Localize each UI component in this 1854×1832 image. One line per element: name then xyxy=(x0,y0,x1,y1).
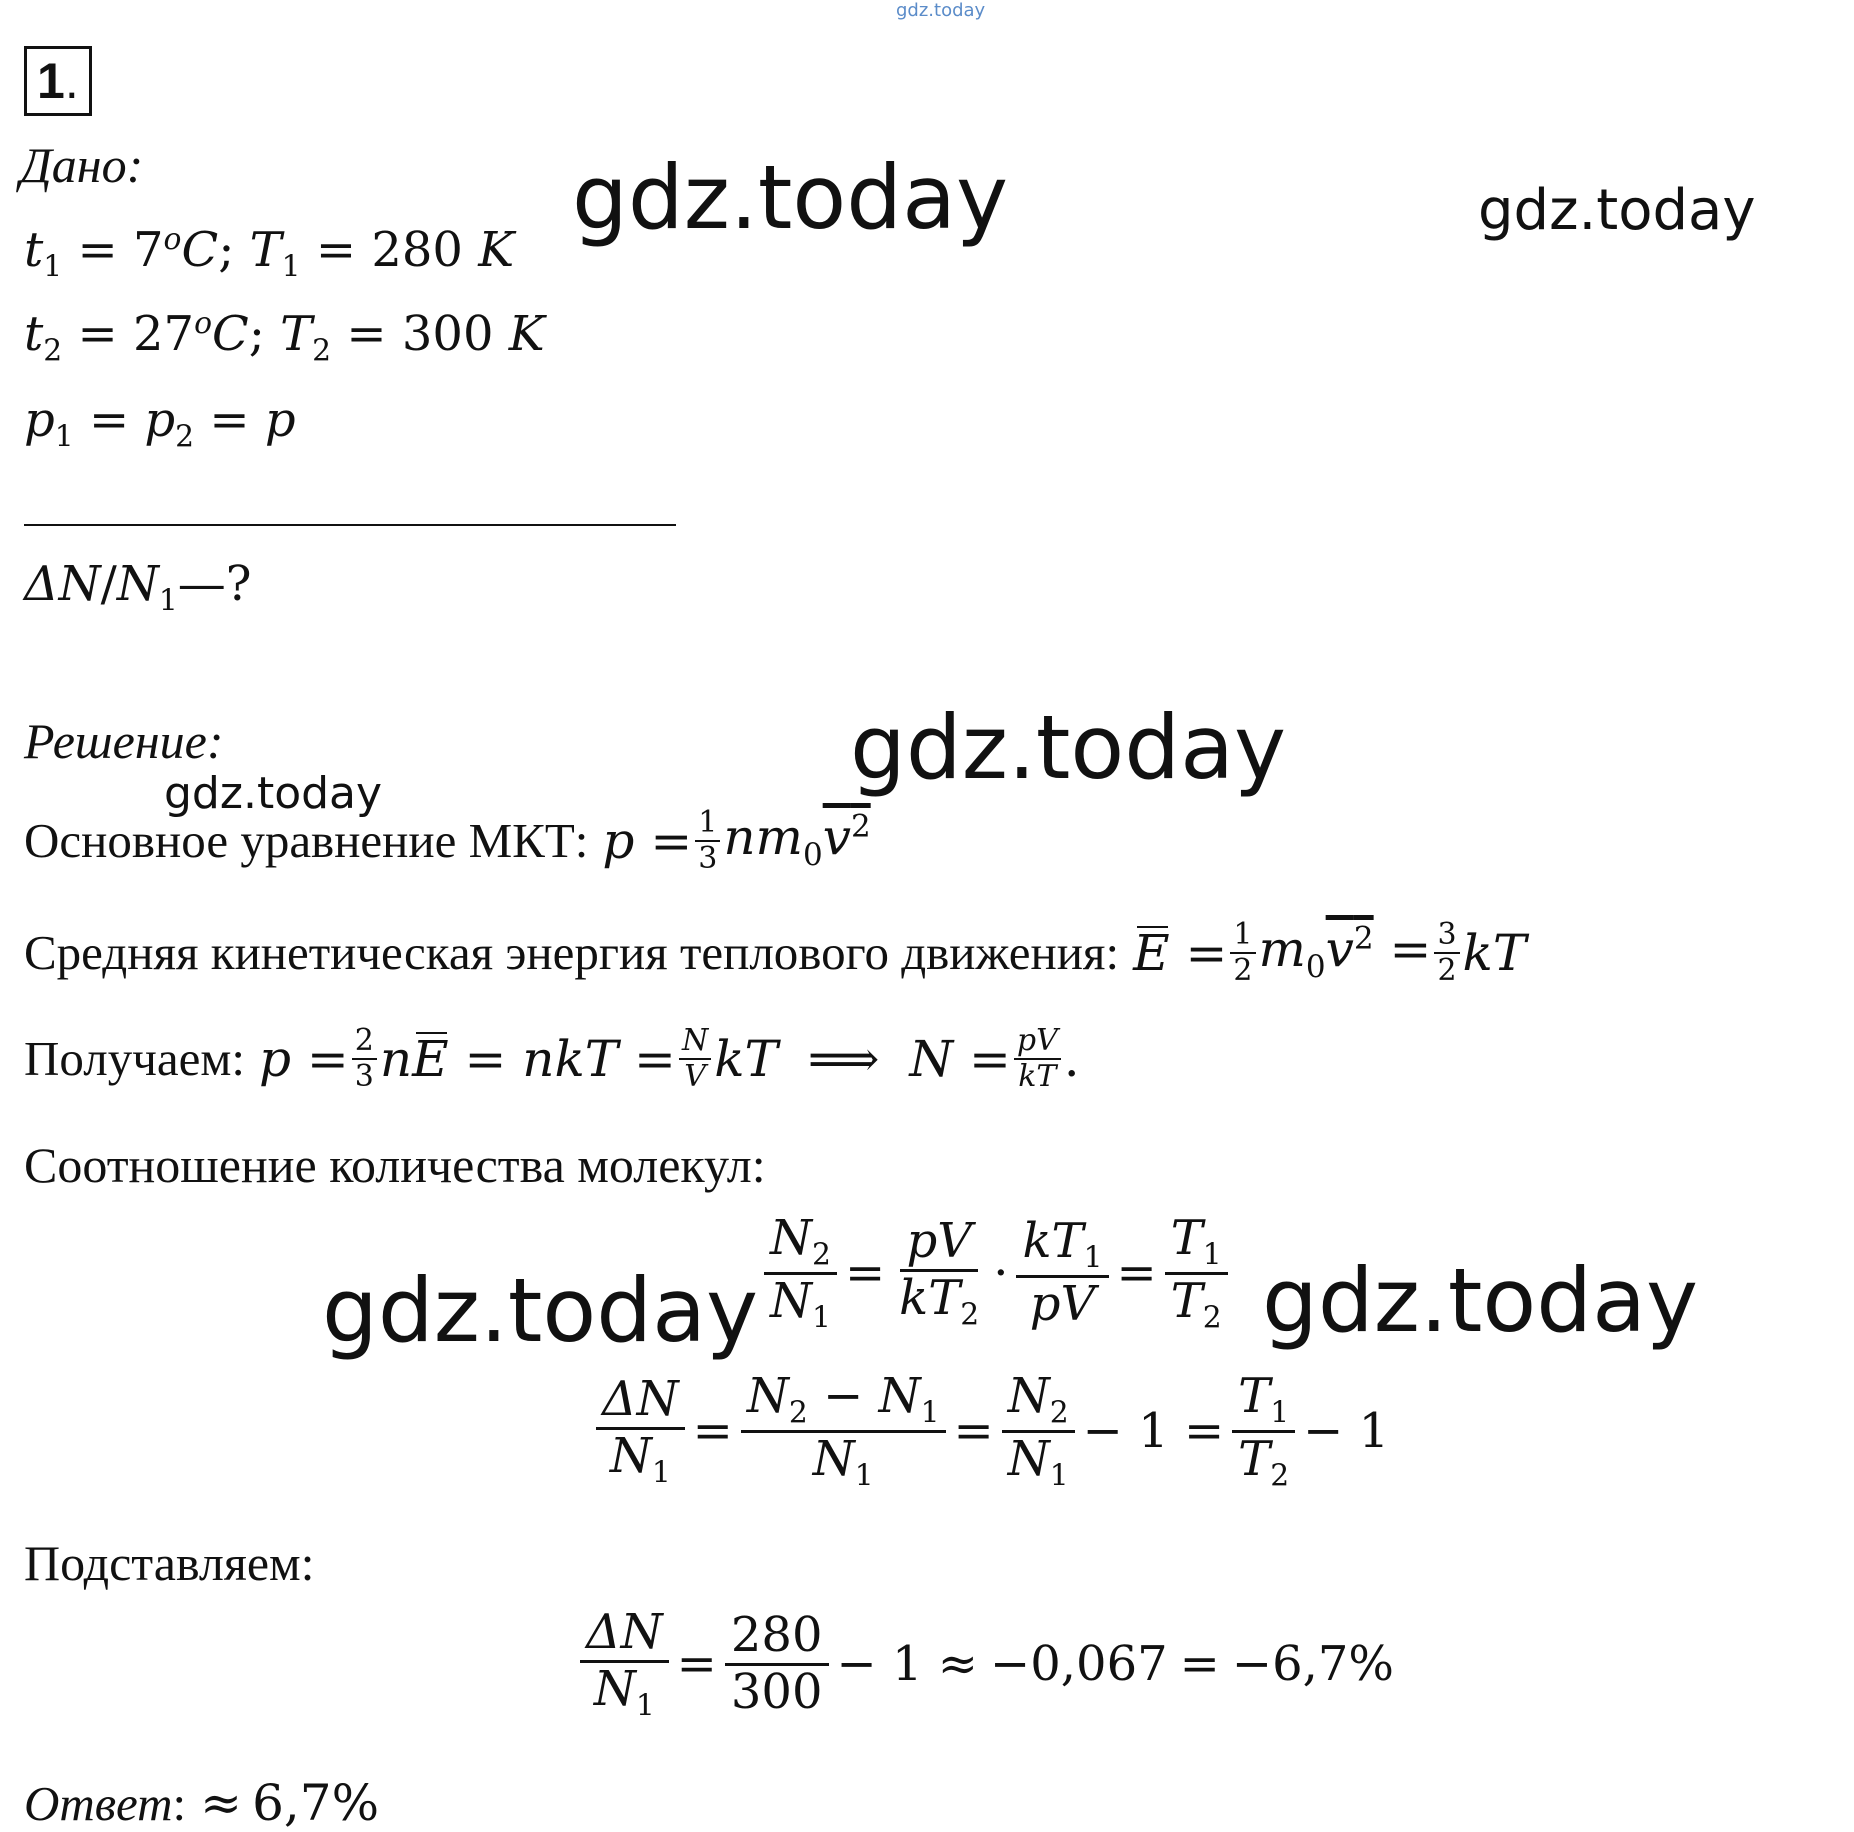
watermark-big: gdz.today xyxy=(572,146,1009,249)
result-decimal: −0,067 xyxy=(990,1636,1168,1693)
ratio-formula-2: $\frac{\Delta N}{N_1}$ = $\frac{N_2 - N_1}{N_1}$ = $\frac{N_2}{N_1}$ − 1 = $\frac{T_1}{T_2}$ − 1 xyxy=(588,1370,1389,1493)
result-line: Получаем: p = $\frac{2}{3}$ nE = nkT = $\frac{N}{V}$ kT ⟹ N = $\frac{pV}{kT}$ . xyxy=(24,1023,1080,1094)
solution-heading: Решение: xyxy=(24,713,224,769)
given-line-1: $t_1 = 7^oC$; $T_1 = 280$ K xyxy=(24,222,515,285)
find-line: $\Delta N/N_1—$? xyxy=(24,556,252,619)
energy-line: Средняя кинетическая энергия теплового движения: E = $\frac{1}{2}$ $m_0v^2$ = $\frac{3}{2}$ kT xyxy=(24,917,1527,988)
ratio-formula-1: $\frac{N_2}{N_1}$ = $\frac{pV}{kT_2}$ · $\frac{kT_1}{pV}$ = $\frac{T_1}{T_2}$ xyxy=(756,1212,1236,1335)
given-divider xyxy=(24,524,676,526)
answer-line: Ответ : ≈ 6,7% xyxy=(24,1774,380,1832)
answer-label: Ответ xyxy=(24,1775,173,1831)
numerator-280: 280 xyxy=(725,1609,829,1666)
given-label: Дано xyxy=(20,137,127,193)
watermark-mid-small: gdz.today xyxy=(164,768,383,819)
mkt-line: Основное уравнение МКТ: p = $\frac{1}{3}$ $nm_0v^2$ xyxy=(24,805,871,876)
watermark-right: gdz.today xyxy=(1478,178,1756,243)
final-formula: $\frac{\Delta N}{N_1}$ = $\frac{280}{300}$ − 1 ≈ −0,067 = −6,7% xyxy=(572,1606,1394,1723)
problem-number-box xyxy=(24,46,92,116)
ratio-text: Соотношение количества молекул: xyxy=(24,1137,766,1193)
watermark-mid-big: gdz.today xyxy=(850,696,1287,799)
t2-value: 27 xyxy=(132,306,195,362)
result-text: Получаем: xyxy=(24,1031,245,1087)
watermark-top: gdz.today xyxy=(896,0,986,21)
result-percent: −6,7% xyxy=(1231,1636,1395,1693)
given-line-3: $p_1 = p_2 = p$ xyxy=(24,392,296,455)
given-heading: Дано: xyxy=(20,137,144,193)
t1-value: 7 xyxy=(132,222,164,278)
mkt-text: Основное уравнение МКТ: xyxy=(24,813,589,869)
solution-label: Решение xyxy=(24,713,207,769)
denominator-300: 300 xyxy=(730,1663,823,1720)
substitute-text: Подставляем: xyxy=(24,1535,315,1591)
watermark-bottom-right: gdz.today xyxy=(1262,1249,1699,1352)
answer-value: 6,7% xyxy=(252,1774,380,1832)
energy-text: Средняя кинетическая энергия теплового движения: xyxy=(24,925,1120,981)
problem-number-dot: . xyxy=(64,53,79,109)
problem-number: 1 xyxy=(37,53,65,109)
T2-value: 300 xyxy=(401,306,494,362)
watermark-bottom-left: gdz.today xyxy=(322,1259,759,1362)
T1-value: 280 xyxy=(371,222,463,278)
given-line-2: $t_2 = 27^oC$; $T_2 = 300$ K xyxy=(24,306,545,369)
